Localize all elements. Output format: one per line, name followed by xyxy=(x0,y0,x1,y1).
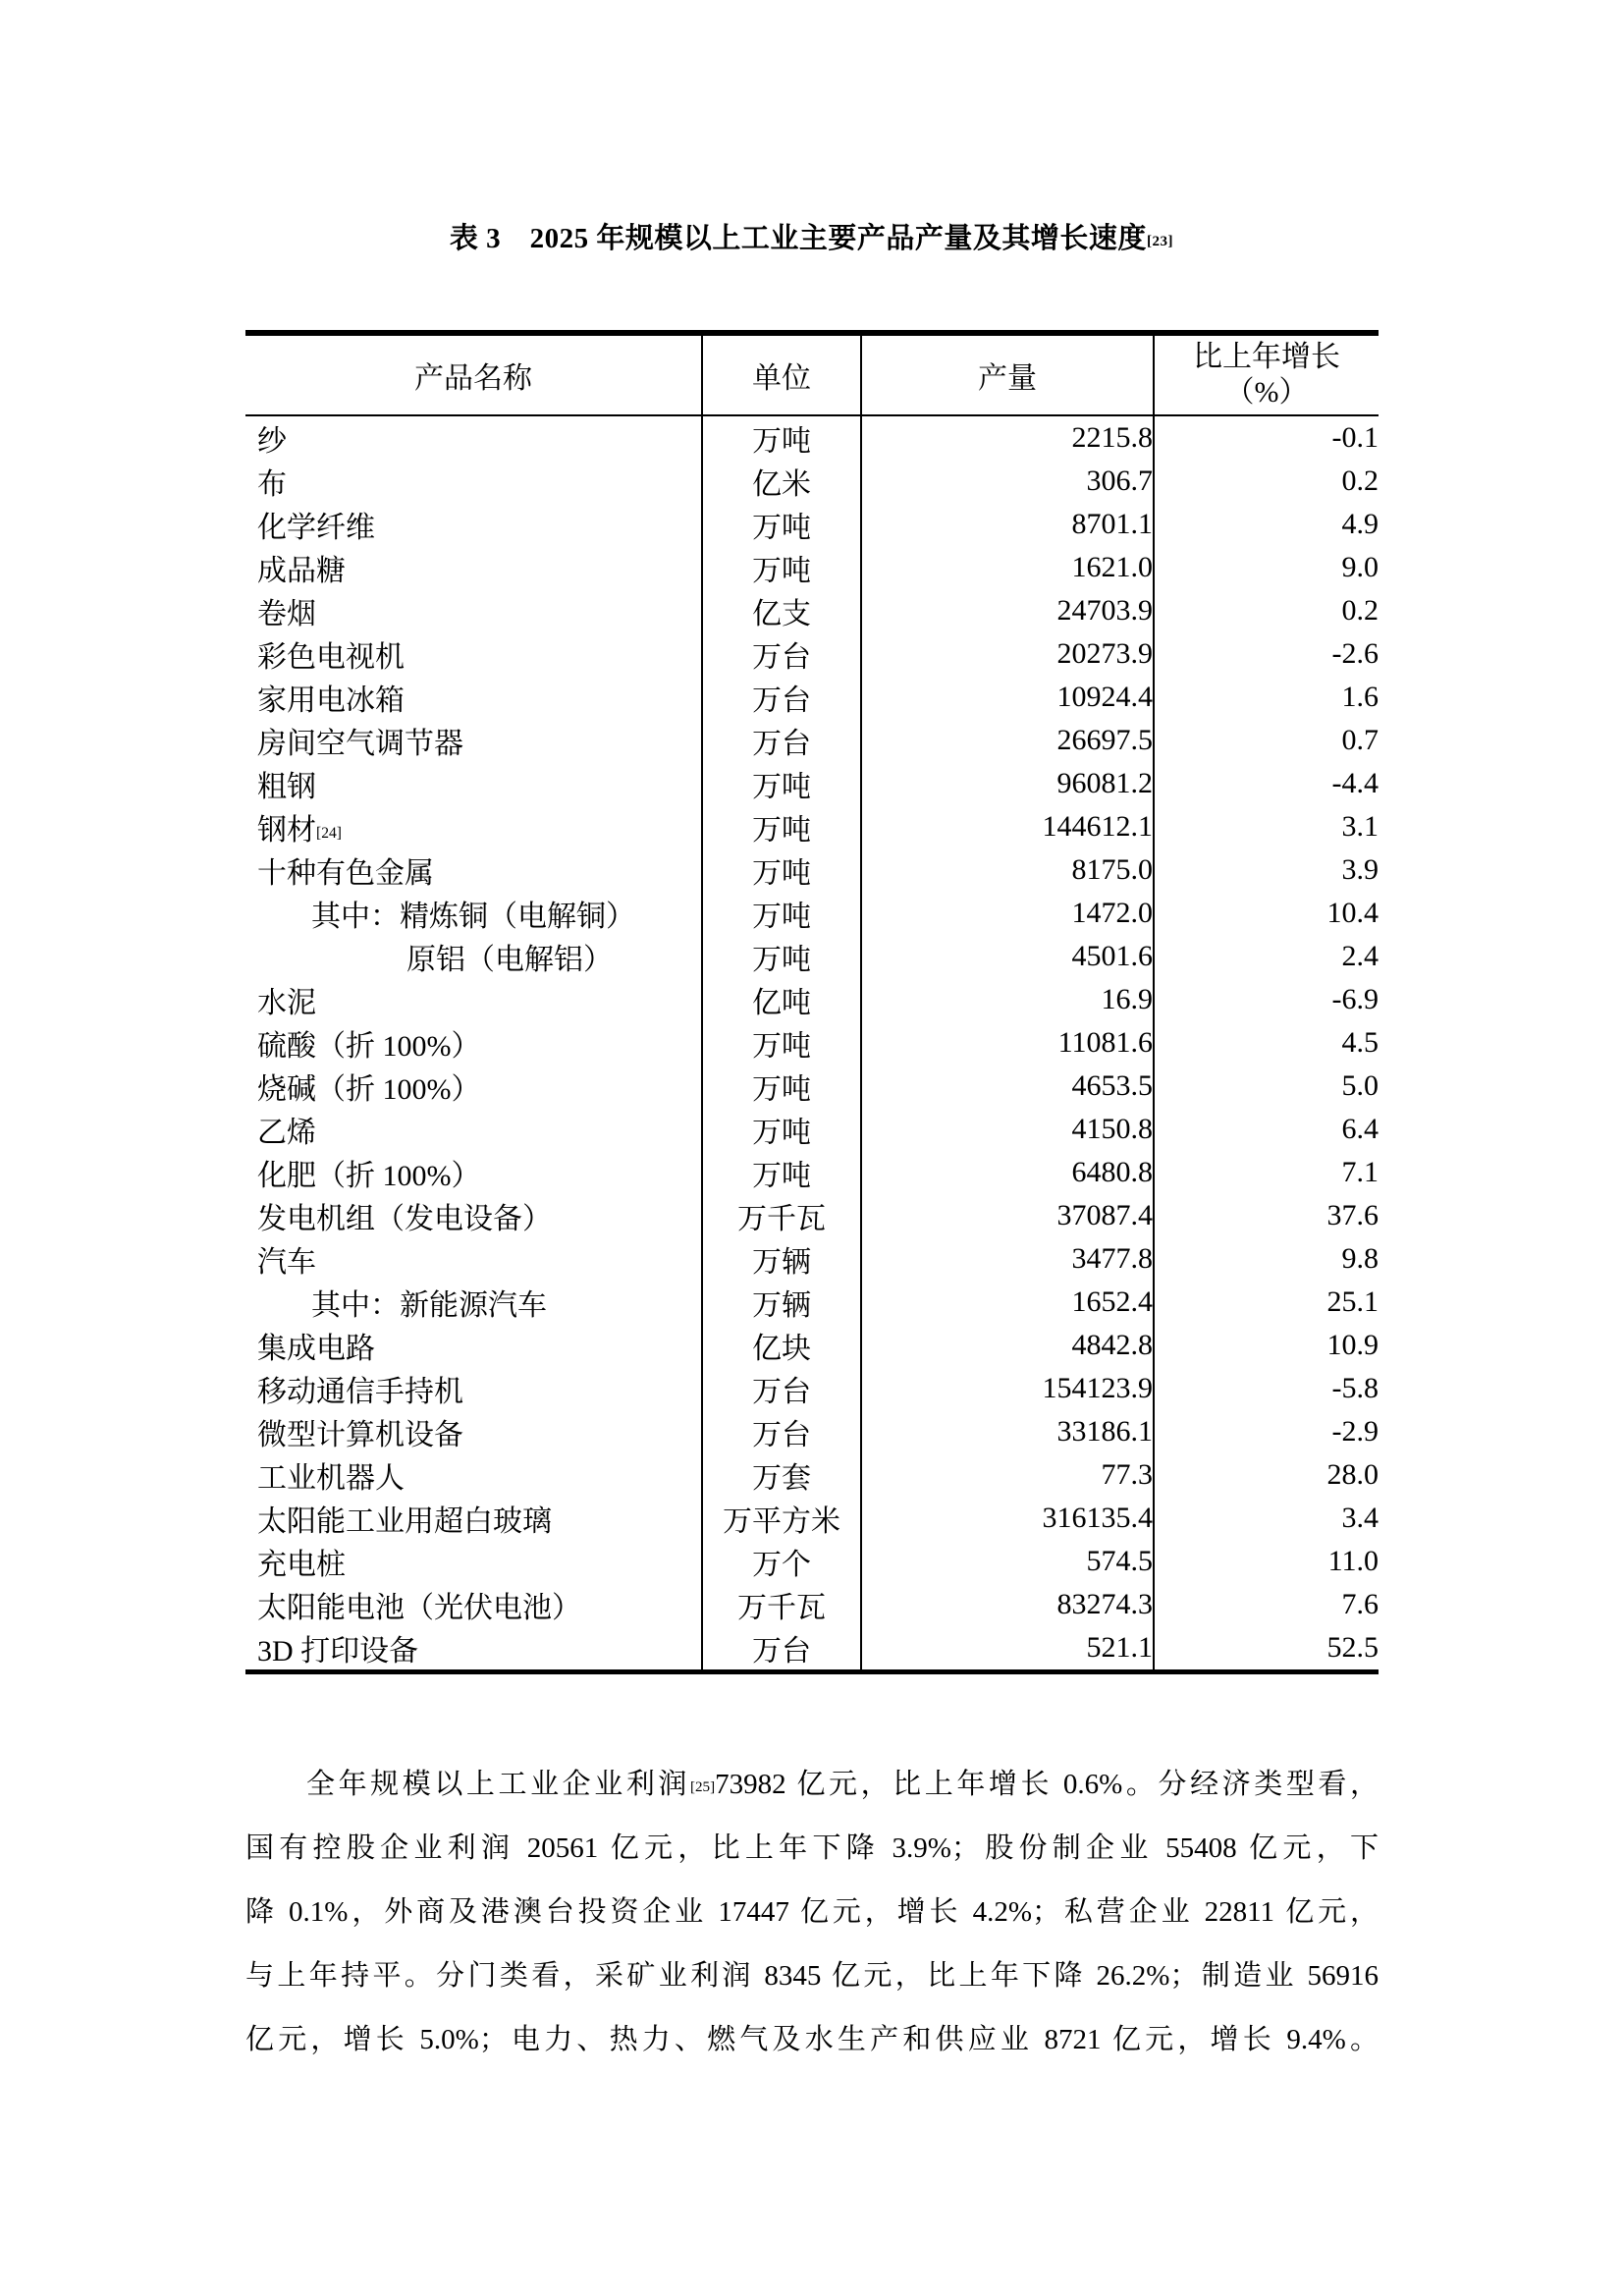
table-row xyxy=(245,1324,1379,1367)
output-value-cell: 11081.6 xyxy=(861,1021,1154,1065)
product-name-cell xyxy=(245,1324,702,1367)
unit-cell: 亿支 xyxy=(702,589,861,632)
unit-cell: 万套 xyxy=(702,1453,861,1497)
paragraph-line-1 xyxy=(245,1753,1379,1817)
product-name-cell xyxy=(245,805,702,848)
growth-value-cell: -2.9 xyxy=(1154,1410,1379,1453)
output-value-cell: 33186.1 xyxy=(861,1410,1154,1453)
output-value-cell: 6480.8 xyxy=(861,1151,1154,1194)
col-header-growth-line1: 比上年增长 xyxy=(1193,341,1340,374)
table-row xyxy=(245,1281,1379,1324)
table-row xyxy=(245,1583,1379,1626)
row-footnote-marker: [24] xyxy=(316,825,342,843)
product-name-cell xyxy=(245,546,702,589)
product-name-cell xyxy=(245,1237,702,1281)
product-name-cell xyxy=(245,1626,702,1672)
paragraph-line-5: 亿元，增长 5.0%；电力、热力、燃气及水生产和供应业 8721 亿元，增长 9.4%。 xyxy=(245,2024,1379,2056)
table-row xyxy=(245,892,1379,935)
paragraph-footnote-marker: [25] xyxy=(689,1779,716,1796)
output-value-cell: 8701.1 xyxy=(861,503,1154,546)
product-name-text: 原铝（电解铝） xyxy=(406,944,613,977)
table-row xyxy=(245,589,1379,632)
unit-cell: 万台 xyxy=(702,1410,861,1453)
table-body xyxy=(245,415,1379,1672)
output-value-cell: 20273.9 xyxy=(861,632,1154,676)
product-name-cell xyxy=(245,503,702,546)
product-name-cell xyxy=(245,1281,702,1324)
product-name-text: 烧碱（折 100%） xyxy=(257,1073,481,1107)
output-value-cell: 37087.4 xyxy=(861,1194,1154,1237)
table-row xyxy=(245,1151,1379,1194)
product-name-text: 家用电冰箱 xyxy=(257,684,405,718)
title-footnote-marker: [23] xyxy=(1146,234,1174,250)
growth-value-cell: 28.0 xyxy=(1154,1453,1379,1497)
product-name-text: 彩色电视机 xyxy=(257,641,405,675)
table-row xyxy=(245,632,1379,676)
growth-value-cell: -5.8 xyxy=(1154,1367,1379,1410)
table-row xyxy=(245,1453,1379,1497)
table-row xyxy=(245,719,1379,762)
output-value-cell: 77.3 xyxy=(861,1453,1154,1497)
table-row xyxy=(245,1194,1379,1237)
product-name-text: 钢材 xyxy=(257,814,316,847)
output-value-cell: 1621.0 xyxy=(861,546,1154,589)
table-row xyxy=(245,762,1379,805)
unit-cell: 万台 xyxy=(702,1626,861,1672)
product-name-cell xyxy=(245,848,702,892)
growth-value-cell: 3.4 xyxy=(1154,1497,1379,1540)
table-header xyxy=(245,333,1379,415)
unit-cell: 万吨 xyxy=(702,415,861,460)
product-name-cell xyxy=(245,762,702,805)
output-value-cell: 1472.0 xyxy=(861,892,1154,935)
growth-value-cell: 5.0 xyxy=(1154,1065,1379,1108)
growth-value-cell: 7.1 xyxy=(1154,1151,1379,1194)
output-value-cell: 83274.3 xyxy=(861,1583,1154,1626)
growth-value-cell: -4.4 xyxy=(1154,762,1379,805)
product-name-text: 太阳能工业用超白玻璃 xyxy=(257,1505,552,1539)
unit-cell: 万吨 xyxy=(702,1151,861,1194)
table-row xyxy=(245,1237,1379,1281)
unit-cell: 万吨 xyxy=(702,546,861,589)
growth-value-cell: 9.8 xyxy=(1154,1237,1379,1281)
table-row xyxy=(245,460,1379,503)
product-name-text: 纱 xyxy=(257,425,287,459)
product-name-text: 发电机组（发电设备） xyxy=(257,1203,552,1236)
growth-value-cell: 3.9 xyxy=(1154,848,1379,892)
growth-value-cell: 10.4 xyxy=(1154,892,1379,935)
product-name-text: 化学纤维 xyxy=(257,512,375,545)
growth-value-cell: 0.2 xyxy=(1154,460,1379,503)
table-row xyxy=(245,1108,1379,1151)
paragraph-line-1-post: 73982 亿元，比上年增长 0.6%。分经济类型看， xyxy=(715,1769,1379,1801)
col-header-growth xyxy=(1154,333,1379,415)
product-name-text: 硫酸（折 100%） xyxy=(257,1030,481,1064)
output-value-cell: 3477.8 xyxy=(861,1237,1154,1281)
paragraph-line-2: 国有控股企业利润 20561 亿元，比上年下降 3.9%；股份制企业 55408 亿元，下 xyxy=(245,1832,1379,1865)
output-value-cell: 8175.0 xyxy=(861,848,1154,892)
growth-value-cell: 1.6 xyxy=(1154,676,1379,719)
table-row xyxy=(245,1367,1379,1410)
table-row xyxy=(245,1065,1379,1108)
product-name-text: 集成电路 xyxy=(257,1333,375,1366)
product-name-cell xyxy=(245,1453,702,1497)
output-value-cell: 10924.4 xyxy=(861,676,1154,719)
product-name-cell xyxy=(245,1583,702,1626)
col-header-unit: 单位 xyxy=(702,333,861,415)
product-name-text: 卷烟 xyxy=(257,598,316,631)
growth-value-cell: -0.1 xyxy=(1154,415,1379,460)
table-row xyxy=(245,1497,1379,1540)
product-name-text: 乙烯 xyxy=(257,1117,316,1150)
product-name-cell xyxy=(245,978,702,1021)
product-name-cell xyxy=(245,1108,702,1151)
product-name-cell xyxy=(245,892,702,935)
growth-value-cell: 9.0 xyxy=(1154,546,1379,589)
unit-cell: 亿吨 xyxy=(702,978,861,1021)
product-name-cell xyxy=(245,589,702,632)
unit-cell: 万平方米 xyxy=(702,1497,861,1540)
unit-cell: 万台 xyxy=(702,719,861,762)
unit-cell: 万吨 xyxy=(702,1108,861,1151)
product-name-text: 其中：新能源汽车 xyxy=(311,1289,547,1323)
document-title xyxy=(0,210,1623,270)
product-name-cell xyxy=(245,632,702,676)
growth-value-cell: 4.5 xyxy=(1154,1021,1379,1065)
output-value-cell: 574.5 xyxy=(861,1540,1154,1583)
product-name-text: 移动通信手持机 xyxy=(257,1376,463,1409)
unit-cell: 万吨 xyxy=(702,892,861,935)
output-value-cell: 144612.1 xyxy=(861,805,1154,848)
table-row xyxy=(245,1021,1379,1065)
unit-cell: 万吨 xyxy=(702,503,861,546)
col-header-product: 产品名称 xyxy=(245,333,702,415)
col-header-growth-line2: （%） xyxy=(1224,376,1309,410)
products-table xyxy=(245,330,1379,1674)
product-name-cell xyxy=(245,460,702,503)
growth-value-cell: 25.1 xyxy=(1154,1281,1379,1324)
product-name-cell xyxy=(245,1497,702,1540)
unit-cell: 万吨 xyxy=(702,935,861,978)
output-value-cell: 1652.4 xyxy=(861,1281,1154,1324)
output-value-cell: 154123.9 xyxy=(861,1367,1154,1410)
product-name-text: 汽车 xyxy=(257,1246,316,1280)
growth-value-cell: 10.9 xyxy=(1154,1324,1379,1367)
table-header-row xyxy=(245,333,1379,415)
output-value-cell: 96081.2 xyxy=(861,762,1154,805)
unit-cell: 万吨 xyxy=(702,762,861,805)
growth-value-cell: 11.0 xyxy=(1154,1540,1379,1583)
output-value-cell: 2215.8 xyxy=(861,415,1154,460)
unit-cell: 万千瓦 xyxy=(702,1583,861,1626)
growth-value-cell: 37.6 xyxy=(1154,1194,1379,1237)
product-name-cell xyxy=(245,1367,702,1410)
table-row xyxy=(245,503,1379,546)
document-title-text: 表 3 2025 年规模以上工业主要产品产量及其增长速度 xyxy=(449,223,1147,254)
product-name-text: 水泥 xyxy=(257,987,316,1020)
paragraph-line-3: 降 0.1%，外商及港澳台投资企业 17447 亿元，增长 4.2%；私营企业 22811 亿元， xyxy=(245,1896,1379,1929)
product-name-text: 十种有色金属 xyxy=(257,857,434,891)
unit-cell: 万台 xyxy=(702,1367,861,1410)
product-name-cell xyxy=(245,719,702,762)
unit-cell: 万吨 xyxy=(702,805,861,848)
growth-value-cell: 3.1 xyxy=(1154,805,1379,848)
product-name-text: 太阳能电池（光伏电池） xyxy=(257,1592,581,1625)
product-name-text: 布 xyxy=(257,468,287,502)
unit-cell: 万吨 xyxy=(702,848,861,892)
unit-cell: 万辆 xyxy=(702,1237,861,1281)
output-value-cell: 4842.8 xyxy=(861,1324,1154,1367)
paragraph-line-4: 与上年持平。分门类看，采矿业利润 8345 亿元，比上年下降 26.2%；制造业 56916 xyxy=(245,1960,1379,1993)
output-value-cell: 306.7 xyxy=(861,460,1154,503)
unit-cell: 万吨 xyxy=(702,1065,861,1108)
product-name-cell xyxy=(245,1410,702,1453)
growth-value-cell: 0.2 xyxy=(1154,589,1379,632)
unit-cell: 万千瓦 xyxy=(702,1194,861,1237)
unit-cell: 万个 xyxy=(702,1540,861,1583)
col-header-output: 产量 xyxy=(861,333,1154,415)
table-row xyxy=(245,978,1379,1021)
unit-cell: 亿米 xyxy=(702,460,861,503)
growth-value-cell: -6.9 xyxy=(1154,978,1379,1021)
growth-value-cell: 6.4 xyxy=(1154,1108,1379,1151)
output-value-cell: 26697.5 xyxy=(861,719,1154,762)
table-row xyxy=(245,1626,1379,1672)
product-name-cell xyxy=(245,1021,702,1065)
growth-value-cell: 2.4 xyxy=(1154,935,1379,978)
product-name-text: 其中：精炼铜（电解铜） xyxy=(311,901,635,934)
product-name-text: 房间空气调节器 xyxy=(257,728,463,761)
table-row xyxy=(245,1410,1379,1453)
output-value-cell: 4501.6 xyxy=(861,935,1154,978)
product-name-text: 粗钢 xyxy=(257,771,316,804)
table-row xyxy=(245,848,1379,892)
products-table-wrapper xyxy=(245,330,1379,1674)
product-name-cell xyxy=(245,415,702,460)
table-row xyxy=(245,415,1379,460)
growth-value-cell: 0.7 xyxy=(1154,719,1379,762)
unit-cell: 万吨 xyxy=(702,1021,861,1065)
product-name-cell xyxy=(245,1194,702,1237)
paragraph-line-1-pre: 全年规模以上工业企业利润 xyxy=(306,1769,690,1801)
output-value-cell: 16.9 xyxy=(861,978,1154,1021)
table-row xyxy=(245,935,1379,978)
unit-cell: 万辆 xyxy=(702,1281,861,1324)
product-name-cell xyxy=(245,1540,702,1583)
growth-value-cell: 7.6 xyxy=(1154,1583,1379,1626)
table-row xyxy=(245,546,1379,589)
output-value-cell: 521.1 xyxy=(861,1626,1154,1672)
growth-value-cell: 52.5 xyxy=(1154,1626,1379,1672)
table-row xyxy=(245,805,1379,848)
output-value-cell: 24703.9 xyxy=(861,589,1154,632)
growth-value-cell: 4.9 xyxy=(1154,503,1379,546)
product-name-text: 工业机器人 xyxy=(257,1462,405,1496)
product-name-cell xyxy=(245,935,702,978)
output-value-cell: 4150.8 xyxy=(861,1108,1154,1151)
unit-cell: 亿块 xyxy=(702,1324,861,1367)
profit-paragraph xyxy=(245,1753,1379,2072)
product-name-text: 3D 打印设备 xyxy=(257,1635,419,1668)
product-name-text: 充电桩 xyxy=(257,1549,346,1582)
growth-value-cell: -2.6 xyxy=(1154,632,1379,676)
table-row xyxy=(245,1540,1379,1583)
product-name-text: 化肥（折 100%） xyxy=(257,1160,481,1193)
product-name-cell xyxy=(245,1065,702,1108)
table-row xyxy=(245,676,1379,719)
unit-cell: 万台 xyxy=(702,676,861,719)
product-name-text: 成品糖 xyxy=(257,555,346,588)
product-name-text: 微型计算机设备 xyxy=(257,1419,463,1452)
unit-cell: 万台 xyxy=(702,632,861,676)
output-value-cell: 316135.4 xyxy=(861,1497,1154,1540)
output-value-cell: 4653.5 xyxy=(861,1065,1154,1108)
product-name-cell xyxy=(245,1151,702,1194)
product-name-cell xyxy=(245,676,702,719)
